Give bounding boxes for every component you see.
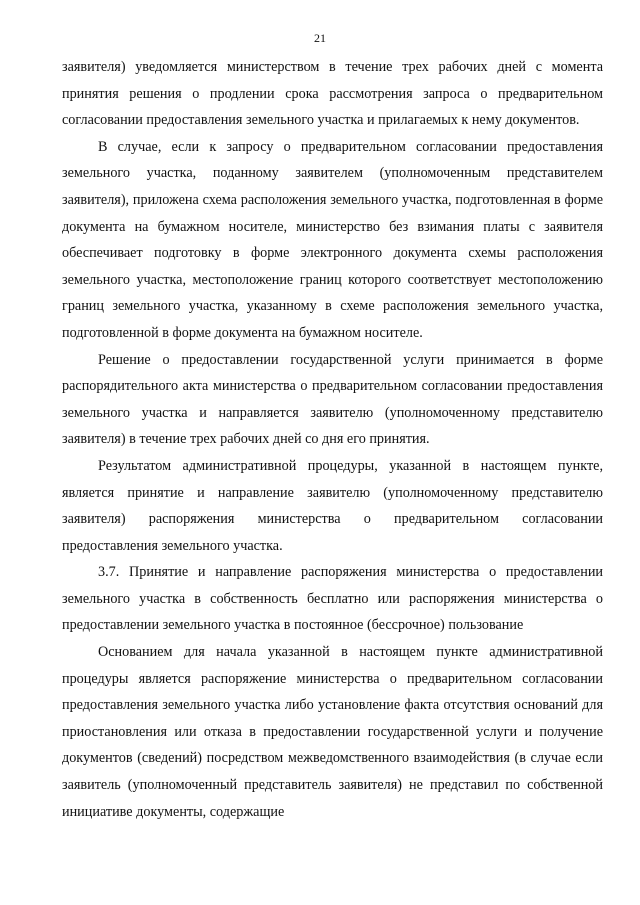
paragraph-scheme-preparation: В случае, если к запросу о предварительном согласовании предоставления земельного участка, поданному заявителем (уполномоченным представителем заявителя), приложена схема расположения земельного участка, подготовленная в форме документа на бумажном носителе, министерство без взимания платы с заявителя обеспечивает подготовку в форме электронного документа схемы расположения земельного участка, местоположение границ которого соответствует местоположению границ земельного участка, указанному в схеме расположения земельного участка, подготовленной в форме документа на бумажном носителе. [62,138,603,341]
paragraph-grounds: Основанием для начала указанной в настоящем пункте административной процедуры является распоряжение министерства о предварительном согласовании предоставления земельного участка либо установление факта отсутствия оснований для приостановления или отказа в предоставлении государственной услуги и получение документов (сведений) посредством межведомственного взаимодействия (в случае если заявитель (уполномоченный представитель заявителя) не представил по собственной инициативе документы, содержащие [62,644,603,820]
document-body [62,54,603,825]
page-number: 21 [314,31,326,45]
section-heading-3-7: 3.7. Принятие и направление распоряжения министерства о предоставлении земельного участка в собственность бесплатно или распоряжения министерства о предоставлении земельного участка в постоянное (бессрочное) пользование [62,564,603,634]
paragraph-decision: Решение о предоставлении государственной услуги принимается в форме распорядительного акта министерства о предварительном согласовании предоставления земельного участка и направляется заявителю (уполномоченному представителю заявителя) в течение трех рабочих дней со дня его принятия. [62,351,603,448]
paragraph-result: Результатом административной процедуры, указанной в настоящем пункте, является принятие и направление заявителю (уполномоченному представителю заявителя) распоряжения министерства о предварительном согласовании предоставления земельного участка. [62,457,603,554]
paragraph-continuation: заявителя) уведомляется министерством в течение трех рабочих дней с момента принятия решения о продлении срока рассмотрения запроса о предварительном согласовании предоставления земельного участка и прилагаемых к нему документов. [62,59,603,129]
